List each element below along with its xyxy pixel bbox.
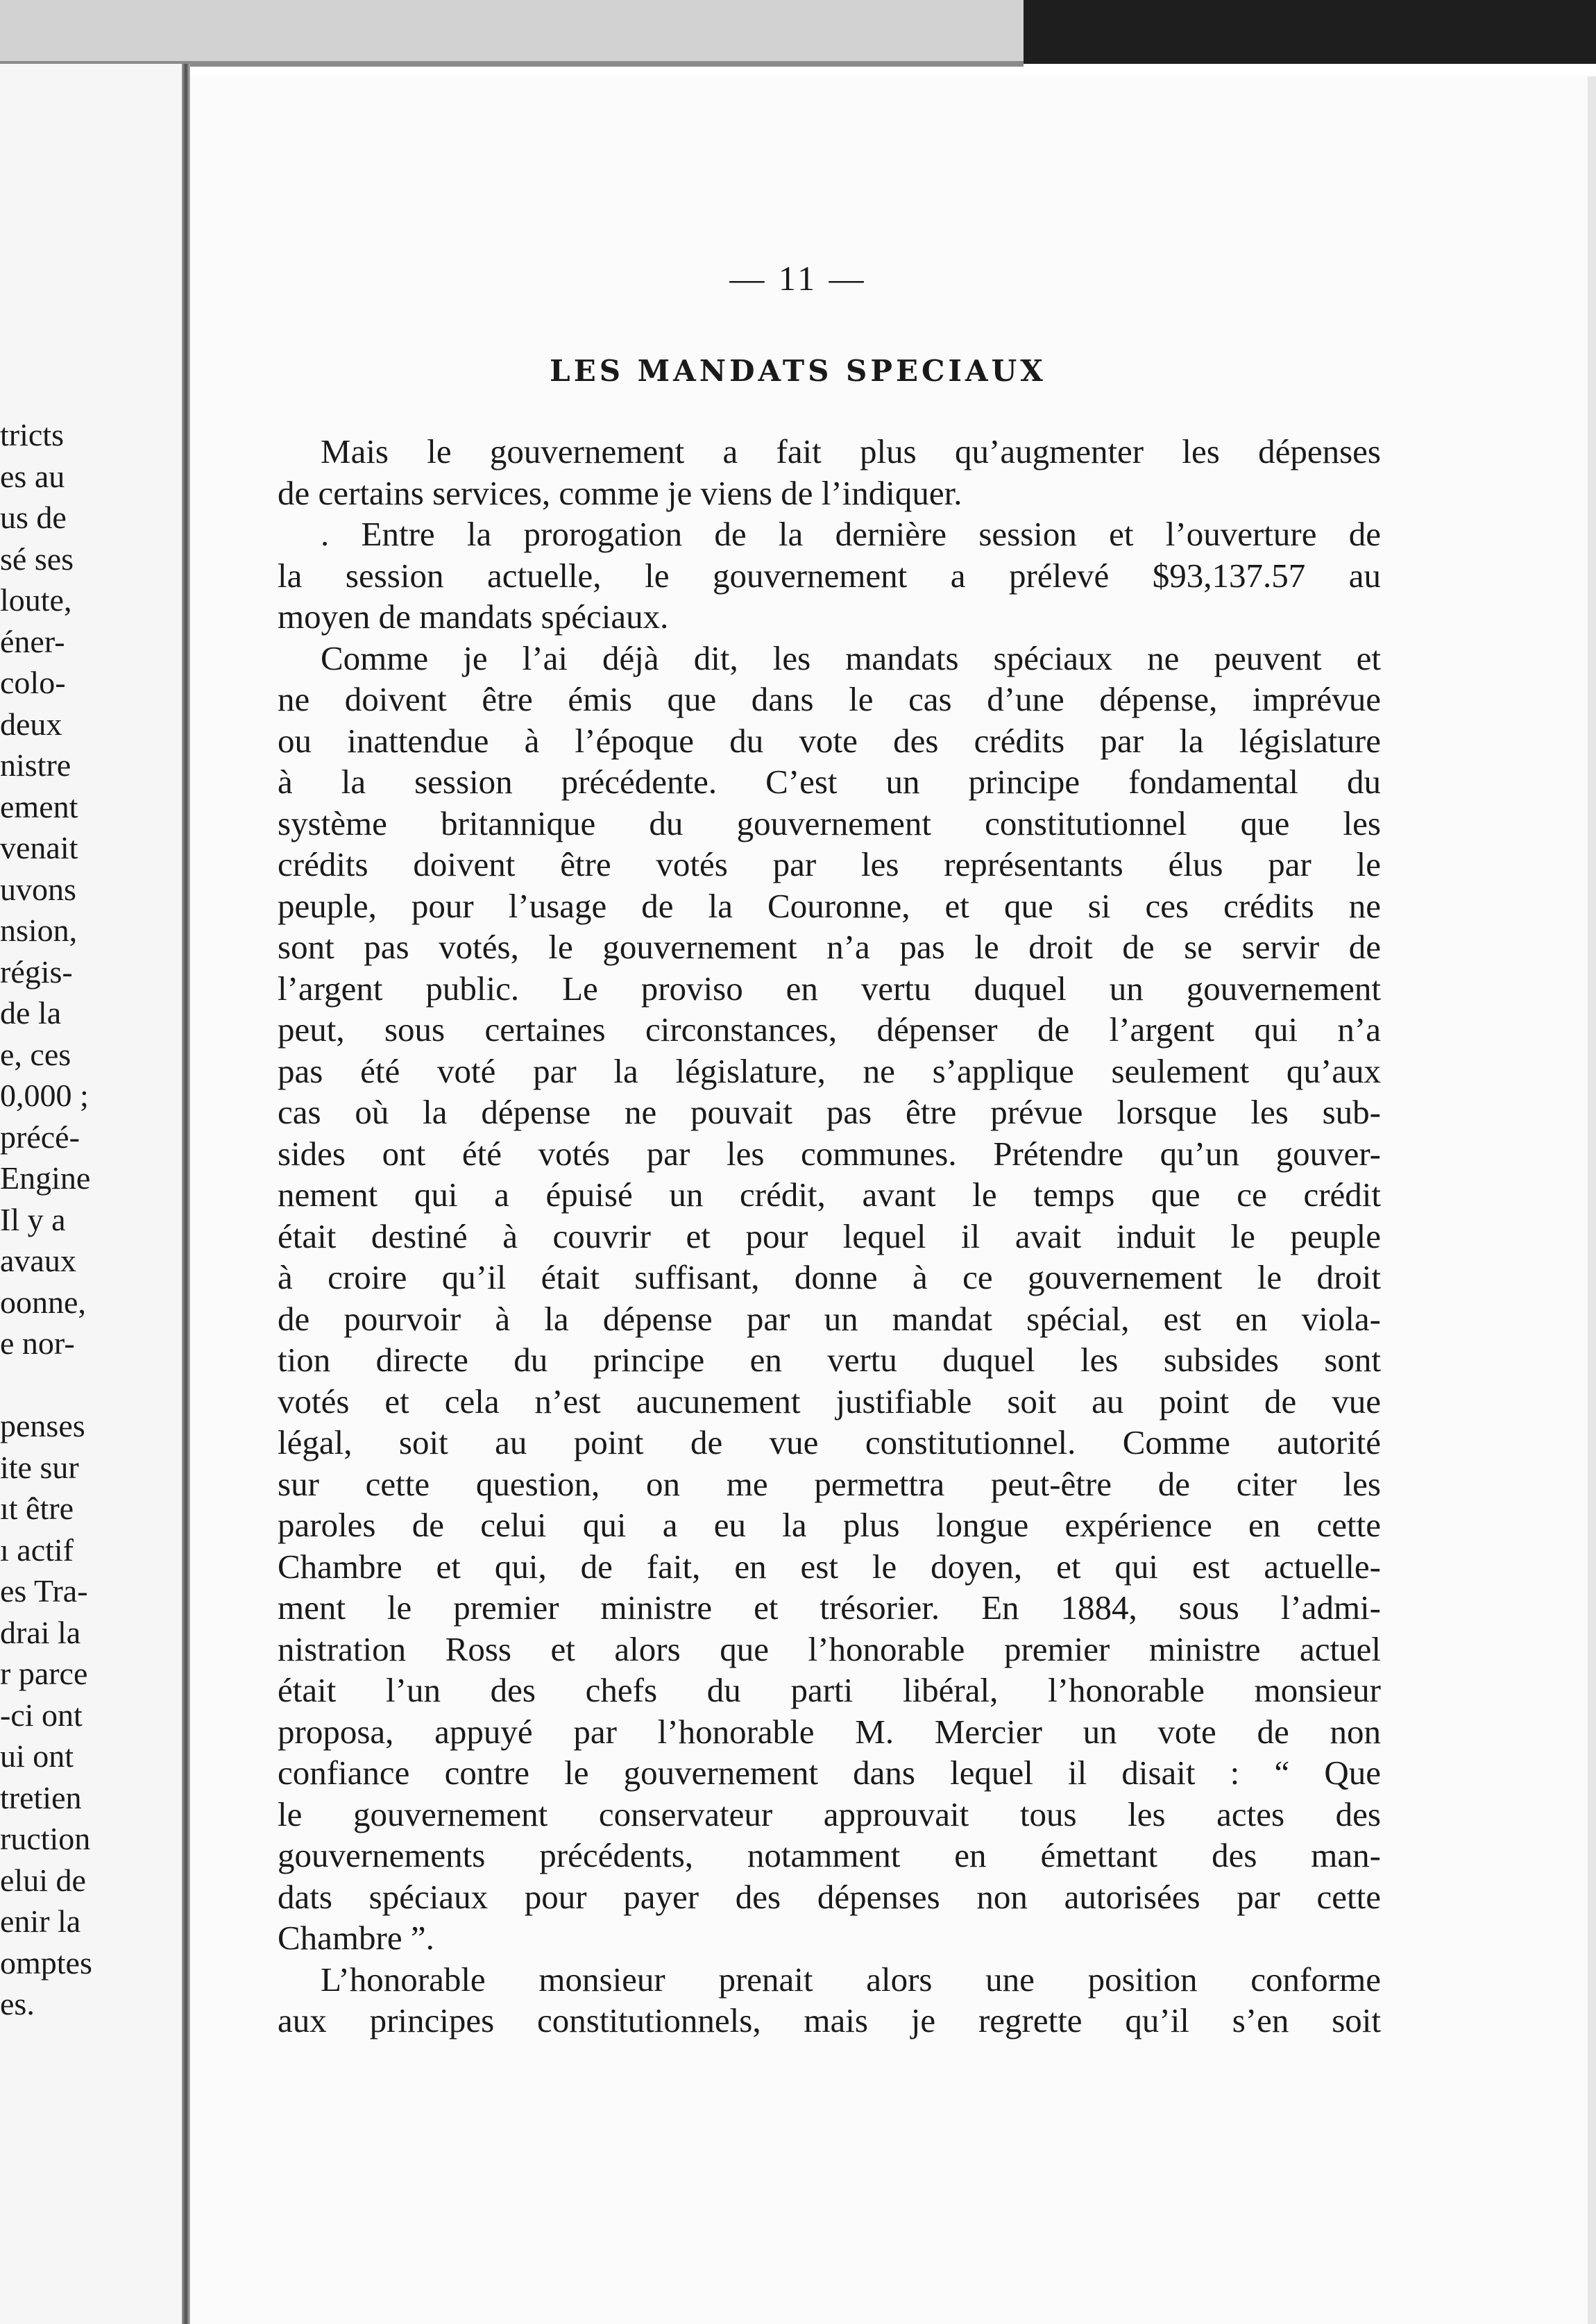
text-line: votés et cela n’est aucunement justifiable soit au point de vue bbox=[278, 1382, 1381, 1420]
facing-page-line: es au bbox=[0, 458, 65, 494]
text-line: système britannique du gouvernement constitutionnel que les bbox=[278, 804, 1381, 842]
text-line: ne doivent être émis que dans le cas d’une dépense, imprévue bbox=[278, 680, 1381, 718]
text-line: aux principes constitutionnels, mais je regrette qu’il s’en soit bbox=[278, 2001, 1381, 2039]
text-line: tion directe du principe en vertu duquel les subsides sont bbox=[278, 1341, 1381, 1379]
facing-page-line: Il y a bbox=[0, 1201, 66, 1237]
facing-page-line: tretien bbox=[0, 1779, 82, 1815]
text-line: à croire qu’il était suffisant, donne à ce gouvernement le droit bbox=[278, 1258, 1381, 1296]
facing-page-line: ı actif bbox=[0, 1532, 74, 1568]
text-line: Mais le gouvernement a fait plus qu’augmenter les dépenses bbox=[321, 432, 1381, 470]
text-line: peut, sous certaines circonstances, dépenser de l’argent qui n’a bbox=[278, 1010, 1381, 1049]
facing-page-text bbox=[0, 414, 92, 2025]
book-gutter bbox=[182, 64, 190, 2324]
text-line: . Entre la prorogation de la dernière session et l’ouverture de bbox=[321, 515, 1381, 553]
text-line: sur cette question, on me permettra peut-être de citer les bbox=[278, 1464, 1381, 1503]
text-line: était destiné à couvrir et pour lequel il avait induit le peuple bbox=[278, 1216, 1381, 1255]
facing-page-line: r parce bbox=[0, 1656, 88, 1691]
facing-page-line: -ci ont bbox=[0, 1697, 83, 1733]
text-line: le gouvernement conservateur approuvait tous les actes des bbox=[278, 1795, 1381, 1833]
facing-page-line: oonne, bbox=[0, 1284, 86, 1320]
facing-page-line: ite sur bbox=[0, 1449, 79, 1485]
text-line: de certains services, comme je viens de l’indiquer. bbox=[278, 473, 962, 512]
facing-page-line: e, ces bbox=[0, 1036, 71, 1072]
facing-page-line: nistre bbox=[0, 747, 71, 783]
facing-page-line: ui ont bbox=[0, 1738, 74, 1774]
facing-page-line: venait bbox=[0, 830, 78, 865]
facing-page-line: drai la bbox=[0, 1614, 81, 1650]
text-line: Comme je l’ai déjà dit, les mandats spéciaux ne peuvent et bbox=[321, 638, 1381, 677]
text-line: moyen de mandats spéciaux. bbox=[278, 597, 669, 636]
text-line: l’argent public. Le proviso en vertu duquel un gouvernement bbox=[278, 969, 1381, 1008]
text-line: à la session précédente. C’est un principe fondamental du bbox=[278, 763, 1381, 801]
facing-page-line: omptes bbox=[0, 1944, 92, 1981]
text-line: paroles de celui qui a eu la plus longue expérience en cette bbox=[278, 1506, 1381, 1544]
facing-page-line: régis- bbox=[0, 953, 73, 990]
text-line: dats spéciaux pour payer des dépenses non autorisées par cette bbox=[278, 1877, 1381, 1916]
facing-page-line: ement bbox=[0, 788, 78, 824]
page-edge bbox=[1588, 76, 1596, 2324]
text-line: L’honorable monsieur prenait alors une position conforme bbox=[321, 1960, 1381, 1999]
text-line: ment le premier ministre et trésorier. En 1884, sous l’admi- bbox=[278, 1588, 1381, 1627]
text-line: gouvernements précédents, notamment en émettant des man- bbox=[278, 1836, 1381, 1874]
facing-page-line: tricts bbox=[0, 417, 64, 452]
facing-page-line: sé ses bbox=[0, 541, 74, 577]
text-line: nement qui a épuisé un crédit, avant le temps que ce crédit bbox=[278, 1176, 1381, 1214]
facing-page-line: ıt être bbox=[0, 1491, 74, 1526]
facing-page-line: elui de bbox=[0, 1862, 86, 1898]
text-line: proposa, appuyé par l’honorable M. Mercier un vote de non bbox=[278, 1712, 1381, 1751]
facing-page-line: 0,000 ; bbox=[0, 1078, 89, 1113]
facing-page-line: loute, bbox=[0, 582, 72, 618]
text-line: de pourvoir à la dépense par un mandat spécial, est en viola- bbox=[278, 1299, 1381, 1338]
text-line: pas été voté par la législature, ne s’applique seulement qu’aux bbox=[278, 1051, 1381, 1090]
facing-page-line: uvons bbox=[0, 871, 76, 907]
facing-page-line: éner- bbox=[0, 623, 65, 659]
facing-page-line: enir la bbox=[0, 1903, 81, 1939]
text-line: cas où la dépense ne pouvait pas être prévue lorsque les sub- bbox=[278, 1093, 1381, 1131]
text-line: la session actuelle, le gouvernement a prélevé $93,137.57 au bbox=[278, 556, 1381, 595]
text-line: était l’un des chefs du parti libéral, l’honorable monsieur bbox=[278, 1671, 1381, 1709]
scan-background-dark bbox=[1024, 0, 1596, 64]
facing-page-line: us de bbox=[0, 500, 67, 535]
facing-page-line: es. bbox=[0, 1986, 35, 2021]
facing-page-line: avaux bbox=[0, 1243, 76, 1278]
facing-page-line: nsion, bbox=[0, 913, 78, 948]
text-line: sont pas votés, le gouvernement n’a pas le droit de se servir de bbox=[278, 928, 1381, 966]
text-line: sides ont été votés par les communes. Prétendre qu’un gouver- bbox=[278, 1134, 1381, 1173]
section-heading: LES MANDATS SPECIAUX bbox=[550, 354, 1046, 388]
facing-page-line: e nor- bbox=[0, 1325, 75, 1361]
text-line: légal, soit au point de vue constitutionnel. Comme autorité bbox=[278, 1423, 1381, 1461]
text-line: ou inattendue à l’époque du vote des crédits par la législature bbox=[278, 721, 1381, 760]
facing-page-line: colo- bbox=[0, 665, 66, 700]
body-text bbox=[278, 431, 1381, 2042]
facing-page-line bbox=[0, 1364, 92, 1406]
facing-page-line: de la bbox=[0, 995, 62, 1030]
scan-background-top bbox=[0, 0, 1024, 64]
facing-page-line: penses bbox=[0, 1408, 85, 1443]
text-line: confiance contre le gouvernement dans lequel il disait : “ Que bbox=[278, 1754, 1381, 1792]
facing-page-line: deux bbox=[0, 706, 62, 742]
facing-page-line: précé- bbox=[0, 1119, 80, 1155]
facing-page-line: ruction bbox=[0, 1821, 91, 1856]
facing-page-line: Engine bbox=[0, 1160, 91, 1196]
facing-page bbox=[0, 64, 186, 2324]
text-line: nistration Ross et alors que l’honorable premier ministre actuel bbox=[278, 1629, 1381, 1668]
page-number: — 11 — bbox=[729, 259, 867, 298]
text-line: crédits doivent être votés par les représentants élus par le bbox=[278, 845, 1381, 883]
facing-page-line: es Tra- bbox=[0, 1573, 88, 1609]
text-line: Chambre ”. bbox=[278, 1919, 434, 1957]
text-line: Chambre et qui, de fait, en est le doyen, et qui est actuelle- bbox=[278, 1547, 1381, 1586]
text-line: peuple, pour l’usage de la Couronne, et que si ces crédits ne bbox=[278, 886, 1381, 925]
